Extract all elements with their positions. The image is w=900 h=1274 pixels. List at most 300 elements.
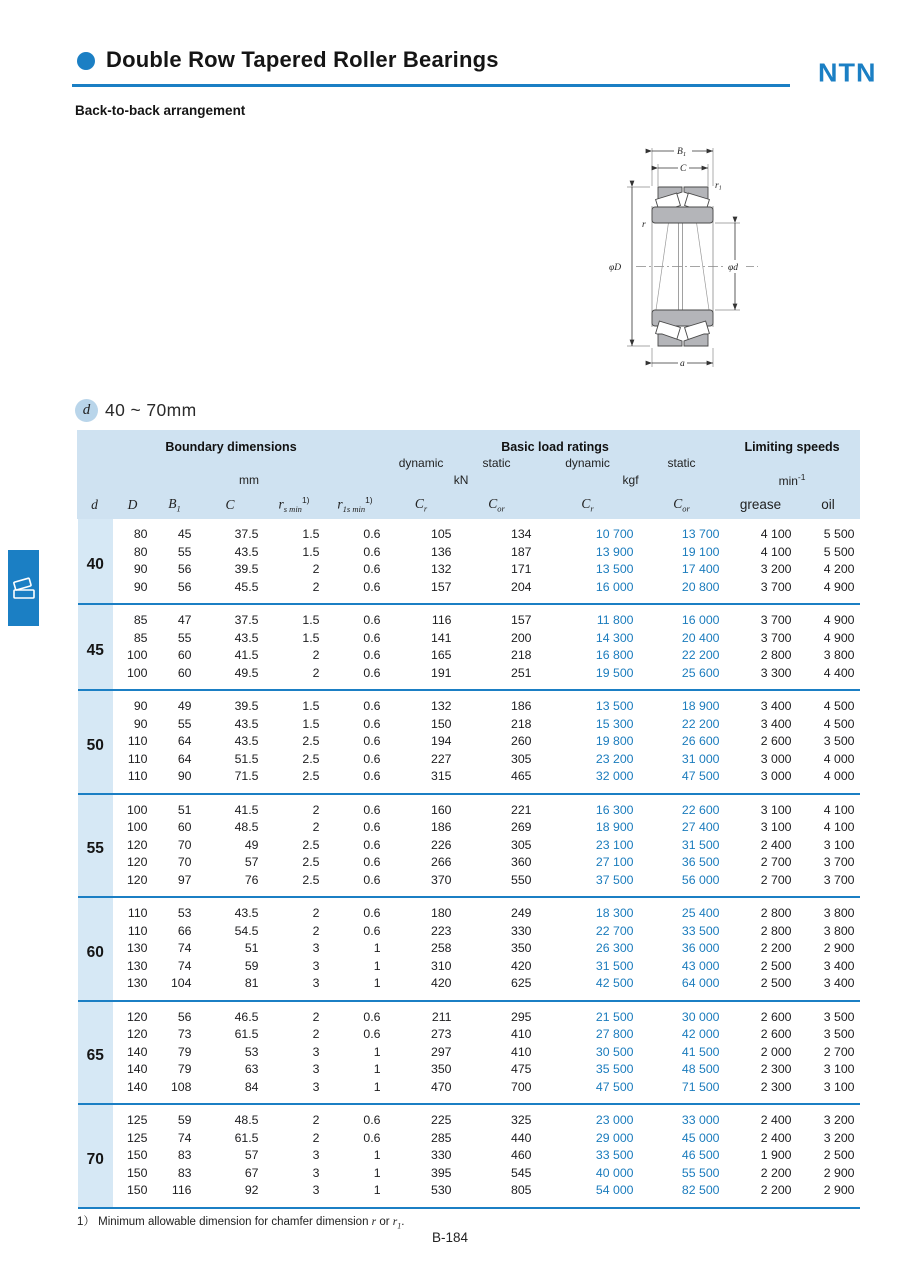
table-cell: 150 bbox=[431, 716, 452, 731]
table-cell: 90 bbox=[133, 699, 148, 713]
table-cell: 3 bbox=[312, 1079, 320, 1094]
table-cell: 54 000 bbox=[595, 1183, 634, 1197]
table-cell: 79 bbox=[177, 1044, 192, 1059]
table-cell: 56 bbox=[177, 579, 192, 594]
table-cell: 194 bbox=[431, 734, 452, 748]
group-label: 70 bbox=[77, 1104, 113, 1208]
table-cell: 2.5 bbox=[302, 837, 320, 852]
column-symbol: C bbox=[225, 496, 235, 512]
table-cell: 120 bbox=[126, 855, 148, 869]
table-cell: 2 bbox=[312, 802, 320, 817]
table-cell: 140 bbox=[126, 1044, 148, 1059]
table-cell: 54.5 bbox=[234, 923, 259, 938]
table-cell: 0.6 bbox=[363, 1027, 381, 1041]
table-cell: 2.5 bbox=[302, 855, 320, 869]
table-cell: 33 500 bbox=[681, 923, 720, 938]
table-cell: 42 000 bbox=[681, 1027, 720, 1041]
load-type-header: static bbox=[667, 455, 696, 470]
table-cell: 29 000 bbox=[595, 1130, 634, 1145]
table-cell: 2 800 bbox=[760, 906, 792, 920]
table-cell: 3 000 bbox=[760, 769, 792, 783]
table-row bbox=[77, 604, 860, 630]
table-cell: 46 500 bbox=[681, 1148, 720, 1162]
table-cell: 25 400 bbox=[681, 906, 720, 920]
table-cell: 19 800 bbox=[595, 734, 634, 748]
table-cell: 0.6 bbox=[363, 855, 381, 869]
table-cell: 100 bbox=[126, 802, 148, 817]
table-cell: 269 bbox=[511, 820, 532, 834]
table-cell: 0.6 bbox=[363, 1130, 381, 1145]
table-cell: 204 bbox=[511, 579, 532, 594]
table-cell: 43.5 bbox=[234, 906, 259, 920]
table-cell: 132 bbox=[431, 699, 452, 713]
table-cell: 22 600 bbox=[681, 802, 720, 817]
title-bullet-icon bbox=[77, 52, 95, 70]
table-row bbox=[77, 544, 860, 562]
table-cell: 3 500 bbox=[823, 1009, 855, 1024]
table-cell: 2 bbox=[312, 1027, 320, 1041]
table-cell: 4 100 bbox=[760, 527, 792, 541]
table-cell: 2.5 bbox=[302, 769, 320, 783]
bearing-icon bbox=[11, 574, 37, 602]
table-cell: 218 bbox=[511, 648, 532, 662]
column-symbol: $C_{or}$ bbox=[488, 495, 505, 514]
table-cell: 2 900 bbox=[823, 1165, 855, 1180]
column-symbol: D bbox=[127, 496, 138, 512]
table-cell: 125 bbox=[126, 1113, 148, 1127]
table-cell: 48 500 bbox=[681, 1062, 720, 1076]
table-cell: 35 500 bbox=[595, 1062, 634, 1076]
table-cell: 18 900 bbox=[595, 820, 634, 834]
table-cell: 13 500 bbox=[595, 562, 634, 576]
unit-header bbox=[77, 470, 113, 490]
table-cell: 55 bbox=[177, 630, 192, 645]
table-cell: 37 500 bbox=[595, 872, 634, 887]
table-cell: 22 200 bbox=[681, 648, 720, 662]
table-row bbox=[77, 1044, 860, 1062]
table-cell: 470 bbox=[431, 1079, 452, 1094]
table-cell: 22 700 bbox=[595, 923, 634, 938]
table-cell: 23 000 bbox=[595, 1113, 634, 1127]
table-cell: 20 400 bbox=[681, 630, 720, 645]
table-cell: 251 bbox=[511, 665, 532, 680]
table-cell: 325 bbox=[511, 1113, 532, 1127]
table-cell: 315 bbox=[431, 769, 452, 783]
column-symbol: oil bbox=[821, 497, 835, 512]
dim-label-phi-d-bore: φd bbox=[728, 263, 739, 273]
table-cell: 74 bbox=[177, 958, 192, 973]
table-cell: 81 bbox=[244, 976, 259, 990]
table-row bbox=[77, 1182, 860, 1208]
column-symbol: $r_{s min}^{1)}$ bbox=[278, 494, 310, 515]
table-cell: 530 bbox=[431, 1183, 452, 1197]
table-cell: 4 000 bbox=[823, 751, 855, 766]
footnote: 1） Minimum allowable dimension for chamfer dimension r or $r_1$. bbox=[77, 1216, 405, 1231]
table-cell: 90 bbox=[133, 579, 148, 594]
table-cell: 0.6 bbox=[363, 923, 381, 938]
table-cell: 45.5 bbox=[234, 579, 259, 594]
table-row bbox=[77, 733, 860, 751]
table-row bbox=[77, 1147, 860, 1165]
table-cell: 3 700 bbox=[823, 855, 855, 869]
table-cell: 51 bbox=[244, 941, 259, 955]
section-header: Boundary dimensions bbox=[165, 440, 297, 454]
table-cell: 110 bbox=[127, 923, 148, 938]
table-cell: 132 bbox=[431, 562, 452, 576]
table-cell: 55 bbox=[177, 716, 192, 731]
table-cell: 51 bbox=[177, 802, 192, 817]
table-cell: 295 bbox=[511, 1009, 532, 1024]
table-cell: 3 800 bbox=[823, 648, 855, 662]
table-cell: 97 bbox=[177, 872, 192, 887]
table-cell: 41.5 bbox=[234, 802, 259, 817]
table-cell: 2 500 bbox=[760, 958, 792, 973]
table-cell: 15 300 bbox=[595, 716, 634, 731]
dim-label-a: a bbox=[680, 359, 685, 369]
table-cell: 31 500 bbox=[681, 837, 720, 852]
table-cell: 2 bbox=[312, 923, 320, 938]
group-label: 45 bbox=[77, 604, 113, 690]
table-cell: 249 bbox=[511, 906, 532, 920]
bore-group-60 bbox=[77, 897, 860, 1001]
table-cell: 4 900 bbox=[823, 579, 855, 594]
dim-label-phi-d-outer: φD bbox=[609, 263, 622, 273]
table-cell: 27 800 bbox=[595, 1027, 634, 1041]
table-cell: 120 bbox=[126, 837, 148, 852]
table-cell: 1.5 bbox=[302, 716, 320, 731]
table-cell: 2 200 bbox=[760, 1165, 792, 1180]
table-cell: 79 bbox=[177, 1062, 192, 1076]
page-number: B-184 bbox=[431, 1230, 469, 1245]
table-cell: 465 bbox=[511, 769, 532, 783]
table-row bbox=[77, 1026, 860, 1044]
table-cell: 3 300 bbox=[760, 665, 792, 680]
table-cell: 104 bbox=[170, 976, 192, 990]
table-cell: 17 400 bbox=[681, 562, 720, 576]
table-cell: 130 bbox=[126, 958, 148, 973]
table-cell: 1 bbox=[373, 1079, 381, 1094]
table-cell: 43.5 bbox=[234, 734, 259, 748]
column-symbol: grease bbox=[739, 497, 782, 512]
group-label: 60 bbox=[77, 897, 113, 1001]
table-cell: 84 bbox=[244, 1079, 259, 1094]
table-cell: 53 bbox=[177, 906, 192, 920]
table-cell: 1.5 bbox=[302, 544, 320, 559]
table-cell: 211 bbox=[431, 1009, 452, 1024]
table-cell: 3 500 bbox=[823, 734, 855, 748]
table-cell: 2.5 bbox=[302, 751, 320, 766]
table-cell: 130 bbox=[126, 976, 148, 990]
table-cell: 0.6 bbox=[363, 648, 381, 662]
section-header: Limiting speeds bbox=[744, 440, 840, 454]
table-row bbox=[77, 1165, 860, 1183]
table-cell: 83 bbox=[177, 1148, 192, 1162]
table-cell: 125 bbox=[126, 1130, 148, 1145]
table-cell: 0.6 bbox=[363, 562, 381, 576]
table-cell: 0.6 bbox=[363, 751, 381, 766]
table-cell: 60 bbox=[177, 665, 192, 680]
table-cell: 19 500 bbox=[595, 665, 634, 680]
table-cell: 56 bbox=[177, 562, 192, 576]
inner-ring-top bbox=[652, 207, 713, 223]
table-cell: 260 bbox=[511, 734, 532, 748]
table-row bbox=[77, 768, 860, 794]
table-cell: 1.5 bbox=[302, 613, 320, 627]
table-cell: 136 bbox=[431, 544, 452, 559]
table-cell: 26 600 bbox=[681, 734, 720, 748]
table-cell: 16 000 bbox=[681, 613, 720, 627]
table-cell: 157 bbox=[431, 579, 452, 594]
table-cell: 0.6 bbox=[363, 820, 381, 834]
table-cell: 3 700 bbox=[823, 872, 855, 887]
table-cell: 330 bbox=[431, 1148, 452, 1162]
table-cell: 2 300 bbox=[760, 1079, 792, 1094]
table-cell: 2 000 bbox=[760, 1044, 792, 1059]
table-cell: 3 500 bbox=[823, 1027, 855, 1041]
table-cell: 16 300 bbox=[595, 802, 634, 817]
table-cell: 46.5 bbox=[234, 1009, 259, 1024]
table-cell: 0.6 bbox=[363, 872, 381, 887]
table-cell: 3 700 bbox=[760, 630, 792, 645]
table-cell: 100 bbox=[126, 665, 148, 680]
table-cell: 3 200 bbox=[823, 1113, 855, 1127]
spacer bbox=[725, 455, 860, 470]
table-cell: 90 bbox=[133, 716, 148, 731]
group-label: 50 bbox=[77, 690, 113, 794]
table-cell: 67 bbox=[244, 1165, 259, 1180]
table-cell: 3 700 bbox=[760, 613, 792, 627]
table-cell: 25 600 bbox=[681, 665, 720, 680]
load-type-header: static bbox=[482, 455, 511, 470]
table-cell: 100 bbox=[126, 648, 148, 662]
unit-header: mm bbox=[239, 473, 260, 487]
table-cell: 3 bbox=[312, 941, 320, 955]
table-cell: 63 bbox=[244, 1062, 259, 1076]
table-cell: 200 bbox=[511, 630, 532, 645]
table-cell: 0.6 bbox=[363, 1009, 381, 1024]
table-cell: 410 bbox=[511, 1044, 532, 1059]
table-cell: 76 bbox=[244, 872, 259, 887]
table-cell: 0.6 bbox=[363, 716, 381, 731]
table-cell: 305 bbox=[511, 837, 532, 852]
table-cell: 2 bbox=[312, 648, 320, 662]
table-cell: 45 bbox=[177, 527, 192, 541]
table-cell: 92 bbox=[244, 1183, 259, 1197]
table-cell: 56 bbox=[177, 1009, 192, 1024]
table-cell: 225 bbox=[431, 1113, 452, 1127]
table-cell: 57 bbox=[244, 1148, 259, 1162]
table-cell: 16 000 bbox=[595, 579, 634, 594]
table-cell: 83 bbox=[177, 1165, 192, 1180]
table-cell: 48.5 bbox=[234, 1113, 259, 1127]
table-cell: 2 bbox=[312, 579, 320, 594]
table-cell: 110 bbox=[127, 906, 148, 920]
table-cell: 105 bbox=[431, 527, 452, 541]
table-cell: 3 400 bbox=[823, 958, 855, 973]
table-row bbox=[77, 837, 860, 855]
table-cell: 4 400 bbox=[823, 665, 855, 680]
table-cell: 2 200 bbox=[760, 941, 792, 955]
table-row bbox=[77, 819, 860, 837]
table-cell: 475 bbox=[511, 1062, 532, 1076]
table-cell: 1 bbox=[373, 1165, 381, 1180]
table-cell: 297 bbox=[431, 1044, 452, 1059]
table-cell: 36 000 bbox=[681, 941, 720, 955]
table-cell: 3 200 bbox=[823, 1130, 855, 1145]
table-cell: 1 900 bbox=[760, 1148, 792, 1162]
table-cell: 27 400 bbox=[681, 820, 720, 834]
table-cell: 160 bbox=[431, 802, 452, 817]
table-cell: 71.5 bbox=[234, 769, 259, 783]
table-cell: 32 000 bbox=[595, 769, 634, 783]
section-header: Basic load ratings bbox=[501, 440, 609, 454]
table-cell: 1 bbox=[373, 1062, 381, 1076]
table-cell: 41 500 bbox=[681, 1044, 720, 1059]
bearing-cross-section-diagram bbox=[598, 140, 768, 375]
table-cell: 10 700 bbox=[595, 527, 634, 541]
table-cell: 4 500 bbox=[823, 699, 855, 713]
table-cell: 305 bbox=[511, 751, 532, 766]
table-cell: 64 bbox=[177, 751, 192, 766]
unit-header: kN bbox=[453, 473, 469, 487]
table-cell: 110 bbox=[127, 734, 148, 748]
table-cell: 2.5 bbox=[302, 734, 320, 748]
table-row bbox=[77, 897, 860, 923]
table-cell: 0.6 bbox=[363, 665, 381, 680]
table-cell: 141 bbox=[431, 630, 452, 645]
table-cell: 5 500 bbox=[823, 527, 855, 541]
table-cell: 140 bbox=[126, 1062, 148, 1076]
table-row bbox=[77, 1130, 860, 1148]
table-cell: 3 bbox=[312, 1183, 320, 1197]
table-cell: 4 500 bbox=[823, 716, 855, 731]
table-cell: 1.5 bbox=[302, 527, 320, 541]
table-cell: 41.5 bbox=[234, 648, 259, 662]
table-cell: 2.5 bbox=[302, 872, 320, 887]
table-cell: 258 bbox=[431, 941, 452, 955]
table-cell: 4 900 bbox=[823, 613, 855, 627]
table-cell: 37.5 bbox=[234, 613, 259, 627]
bore-group-70 bbox=[77, 1104, 860, 1208]
table-cell: 31 500 bbox=[595, 958, 634, 973]
table-cell: 11 800 bbox=[596, 613, 634, 627]
table-cell: 43.5 bbox=[234, 630, 259, 645]
table-cell: 3 800 bbox=[823, 906, 855, 920]
table-cell: 171 bbox=[511, 562, 532, 576]
table-cell: 2 300 bbox=[760, 1062, 792, 1076]
table-row bbox=[77, 940, 860, 958]
table-cell: 350 bbox=[511, 941, 532, 955]
dim-label-r: r bbox=[642, 220, 646, 230]
table-cell: 3 bbox=[312, 1044, 320, 1059]
table-row bbox=[77, 923, 860, 941]
section-index-tab bbox=[8, 550, 39, 626]
dim-label-c: C bbox=[680, 164, 687, 174]
table-cell: 43.5 bbox=[234, 544, 259, 559]
table-cell: 55 bbox=[177, 544, 192, 559]
table-cell: 49.5 bbox=[234, 665, 259, 680]
table-cell: 3 400 bbox=[760, 716, 792, 731]
table-cell: 2 600 bbox=[760, 734, 792, 748]
table-cell: 60 bbox=[177, 648, 192, 662]
table-cell: 56 000 bbox=[681, 872, 720, 887]
table-cell: 460 bbox=[511, 1148, 532, 1162]
table-cell: 2 bbox=[312, 820, 320, 834]
table-cell: 1 bbox=[373, 1044, 381, 1059]
table-cell: 3 000 bbox=[760, 751, 792, 766]
table-cell: 30 000 bbox=[681, 1009, 720, 1024]
table-cell: 80 bbox=[133, 544, 148, 559]
table-row bbox=[77, 716, 860, 734]
table-cell: 39.5 bbox=[234, 562, 259, 576]
table-cell: 395 bbox=[431, 1165, 452, 1180]
table-cell: 2 600 bbox=[760, 1027, 792, 1041]
table-cell: 2 500 bbox=[760, 976, 792, 990]
table-cell: 19 100 bbox=[681, 544, 720, 559]
table-cell: 180 bbox=[431, 906, 452, 920]
table-cell: 13 900 bbox=[595, 544, 634, 559]
table-cell: 420 bbox=[511, 958, 532, 973]
table-row bbox=[77, 665, 860, 691]
table-cell: 273 bbox=[431, 1027, 452, 1041]
table-cell: 3 bbox=[312, 1148, 320, 1162]
load-type-header: dynamic bbox=[565, 455, 610, 470]
table-cell: 440 bbox=[511, 1130, 532, 1145]
table-cell: 700 bbox=[511, 1079, 532, 1094]
table-cell: 64 bbox=[177, 734, 192, 748]
table-cell: 47 500 bbox=[681, 769, 720, 783]
load-type-header: dynamic bbox=[398, 455, 444, 470]
table-cell: 4 200 bbox=[823, 562, 855, 576]
column-symbol: $C_r$ bbox=[581, 495, 594, 514]
table-cell: 0.6 bbox=[363, 579, 381, 594]
table-cell: 3 100 bbox=[760, 820, 792, 834]
table-cell: 0.6 bbox=[363, 837, 381, 852]
table-cell: 13 700 bbox=[681, 527, 720, 541]
table-cell: 21 500 bbox=[595, 1009, 634, 1024]
table-cell: 116 bbox=[431, 613, 452, 627]
table-cell: 2 500 bbox=[823, 1148, 855, 1162]
table-cell: 23 100 bbox=[595, 837, 634, 852]
table-cell: 3 100 bbox=[823, 1079, 855, 1094]
table-cell: 3 700 bbox=[760, 579, 792, 594]
table-cell: 4 100 bbox=[823, 820, 855, 834]
table-cell: 85 bbox=[133, 630, 148, 645]
unit-header: $\min^{-1}$ bbox=[778, 472, 806, 488]
table-cell: 187 bbox=[511, 544, 532, 559]
table-cell: 1 bbox=[373, 976, 381, 990]
table-row bbox=[77, 1079, 860, 1105]
table-cell: 59 bbox=[177, 1113, 192, 1127]
table-cell: 3 100 bbox=[760, 802, 792, 817]
table-cell: 66 bbox=[177, 923, 192, 938]
table-cell: 71 500 bbox=[681, 1079, 720, 1094]
table-cell: 150 bbox=[126, 1148, 148, 1162]
bore-group-55 bbox=[77, 794, 860, 898]
table-cell: 0.6 bbox=[363, 1113, 381, 1127]
table-cell: 130 bbox=[126, 941, 148, 955]
table-cell: 5 500 bbox=[823, 544, 855, 559]
table-cell: 40 000 bbox=[595, 1165, 634, 1180]
table-cell: 33 500 bbox=[595, 1148, 634, 1162]
table-cell: 70 bbox=[177, 855, 192, 869]
table-cell: 18 900 bbox=[681, 699, 720, 713]
table-row bbox=[77, 872, 860, 898]
table-cell: 0.6 bbox=[363, 613, 381, 627]
table-cell: 2 bbox=[312, 562, 320, 576]
table-row bbox=[77, 690, 860, 716]
table-cell: 13 500 bbox=[595, 699, 634, 713]
